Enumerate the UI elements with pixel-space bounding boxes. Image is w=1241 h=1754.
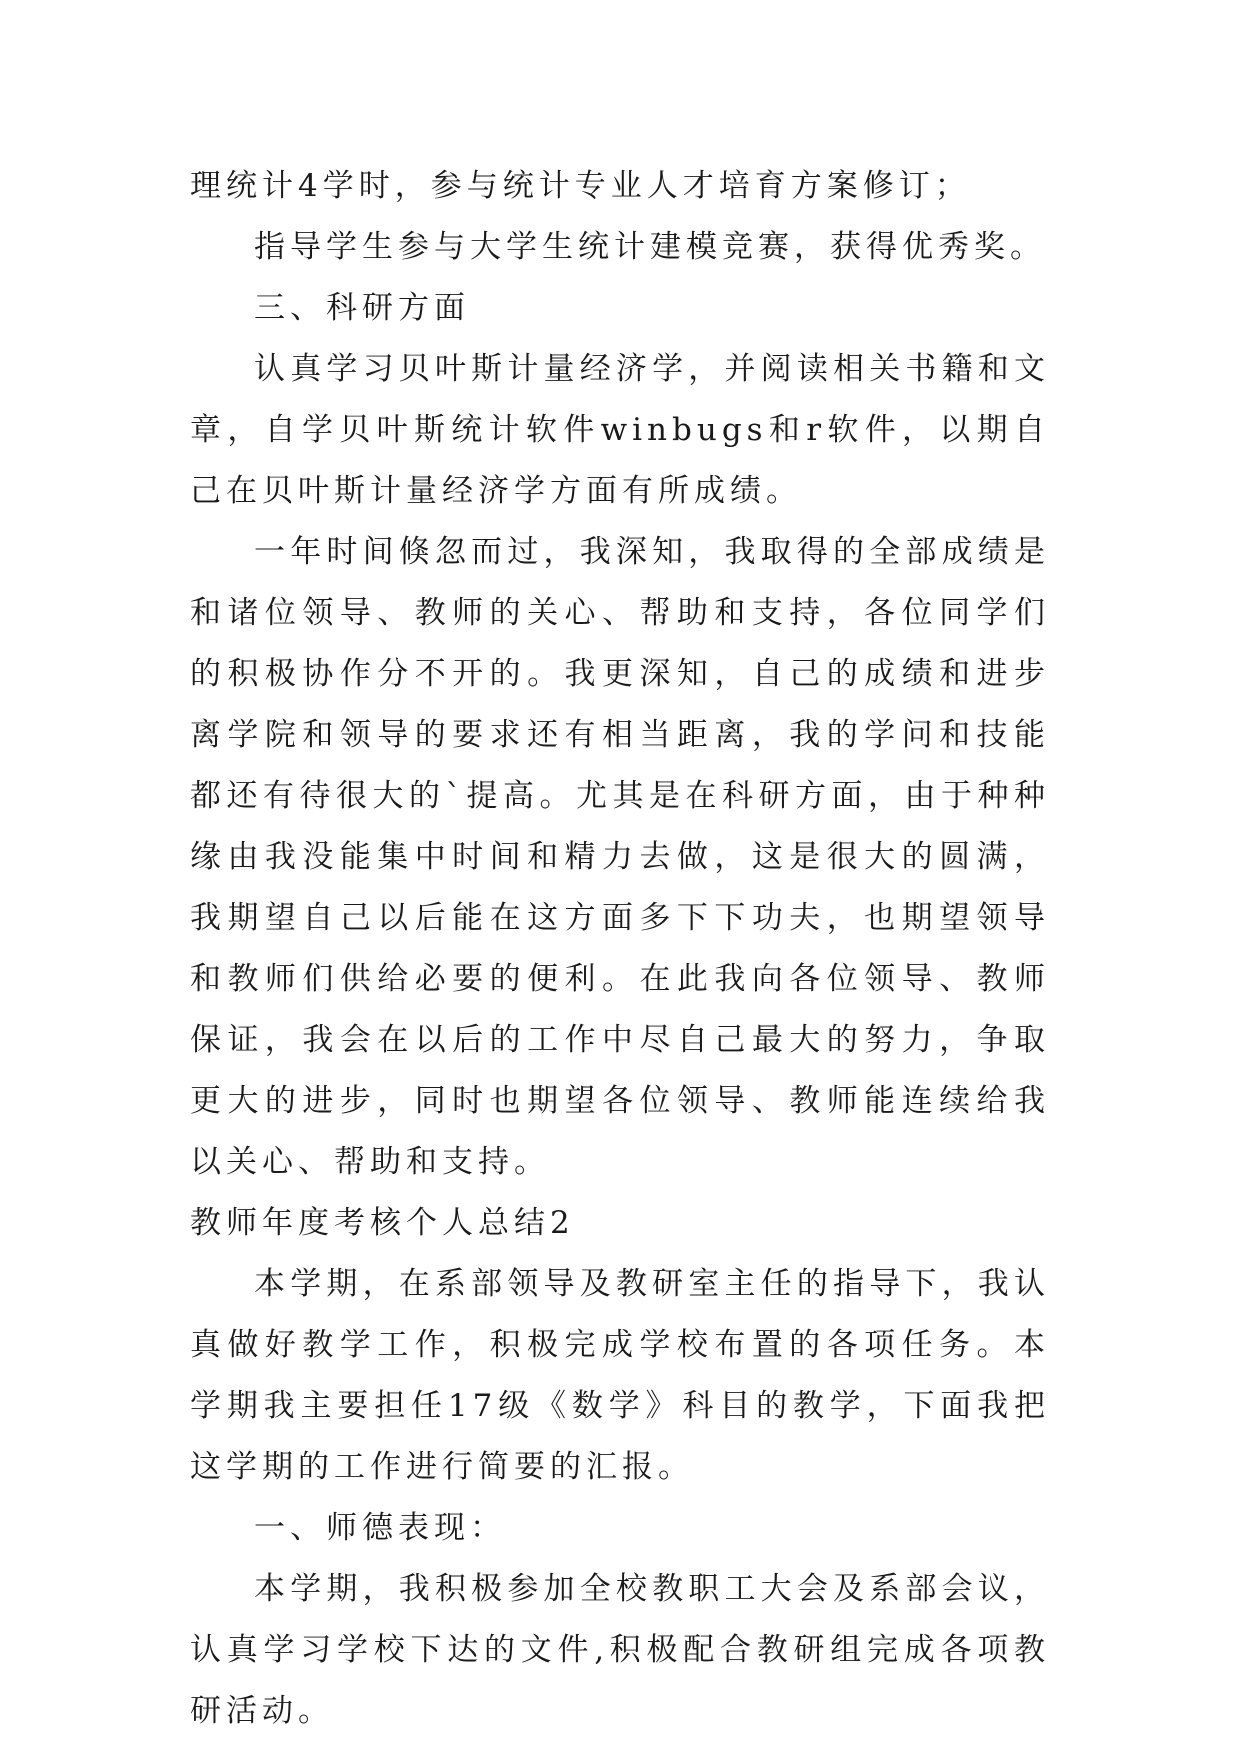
- paragraph: 本学期，我积极参加全校教职工大会及系部会议，认真学习学校下达的文件,积极配合教研组完成各项教研活动。: [190, 1571, 1050, 1729]
- paragraph: 本学期，在系部领导及教研室主任的指导下，我认真做好教学工作，积极完成学校布置的各项任务。本学期我主要担任17级《数学》科目的教学，下面我把这学期的工作进行简要的汇报。: [190, 1266, 1050, 1485]
- paragraph: 指导学生参与大学生统计建模竞赛，获得优秀奖。: [254, 229, 1046, 265]
- paragraph: 认真学习贝叶斯计量经济学，并阅读相关书籍和文章，自学贝叶斯统计软件winbugs和r软件，以期自己在贝叶斯计量经济学方面有所成绩。: [190, 351, 1050, 509]
- document-title: 教师年度考核个人总结2: [190, 1205, 575, 1241]
- paragraph: 一年时间倏忽而过，我深知，我取得的全部成绩是和诸位领导、教师的关心、帮助和支持，各位同学们的积极协作分不开的。我更深知，自己的成绩和进步离学院和领导的要求还有相当距离，我的学问和技能都还有待很大的`提高。尤其是在科研方面，由于种种缘由我没能集中时间和精力去做，这是很大的圆满，我期望自己以后能在这方面多下下功夫，也期望领导和教师们供给必要的便利。在此我向各位领导、教师保证，我会在以后的工作中尽自己最大的努力，争取更大的进步，同时也期望各位领导、教师能连续给我以关心、帮助和支持。: [190, 534, 1050, 1180]
- document-body: [190, 156, 1050, 1742]
- section-heading: 三、科研方面: [254, 290, 470, 326]
- section-heading: 一、师德表现：: [254, 1510, 506, 1546]
- paragraph: 理统计4学时，参与统计专业人才培育方案修订；: [190, 168, 971, 204]
